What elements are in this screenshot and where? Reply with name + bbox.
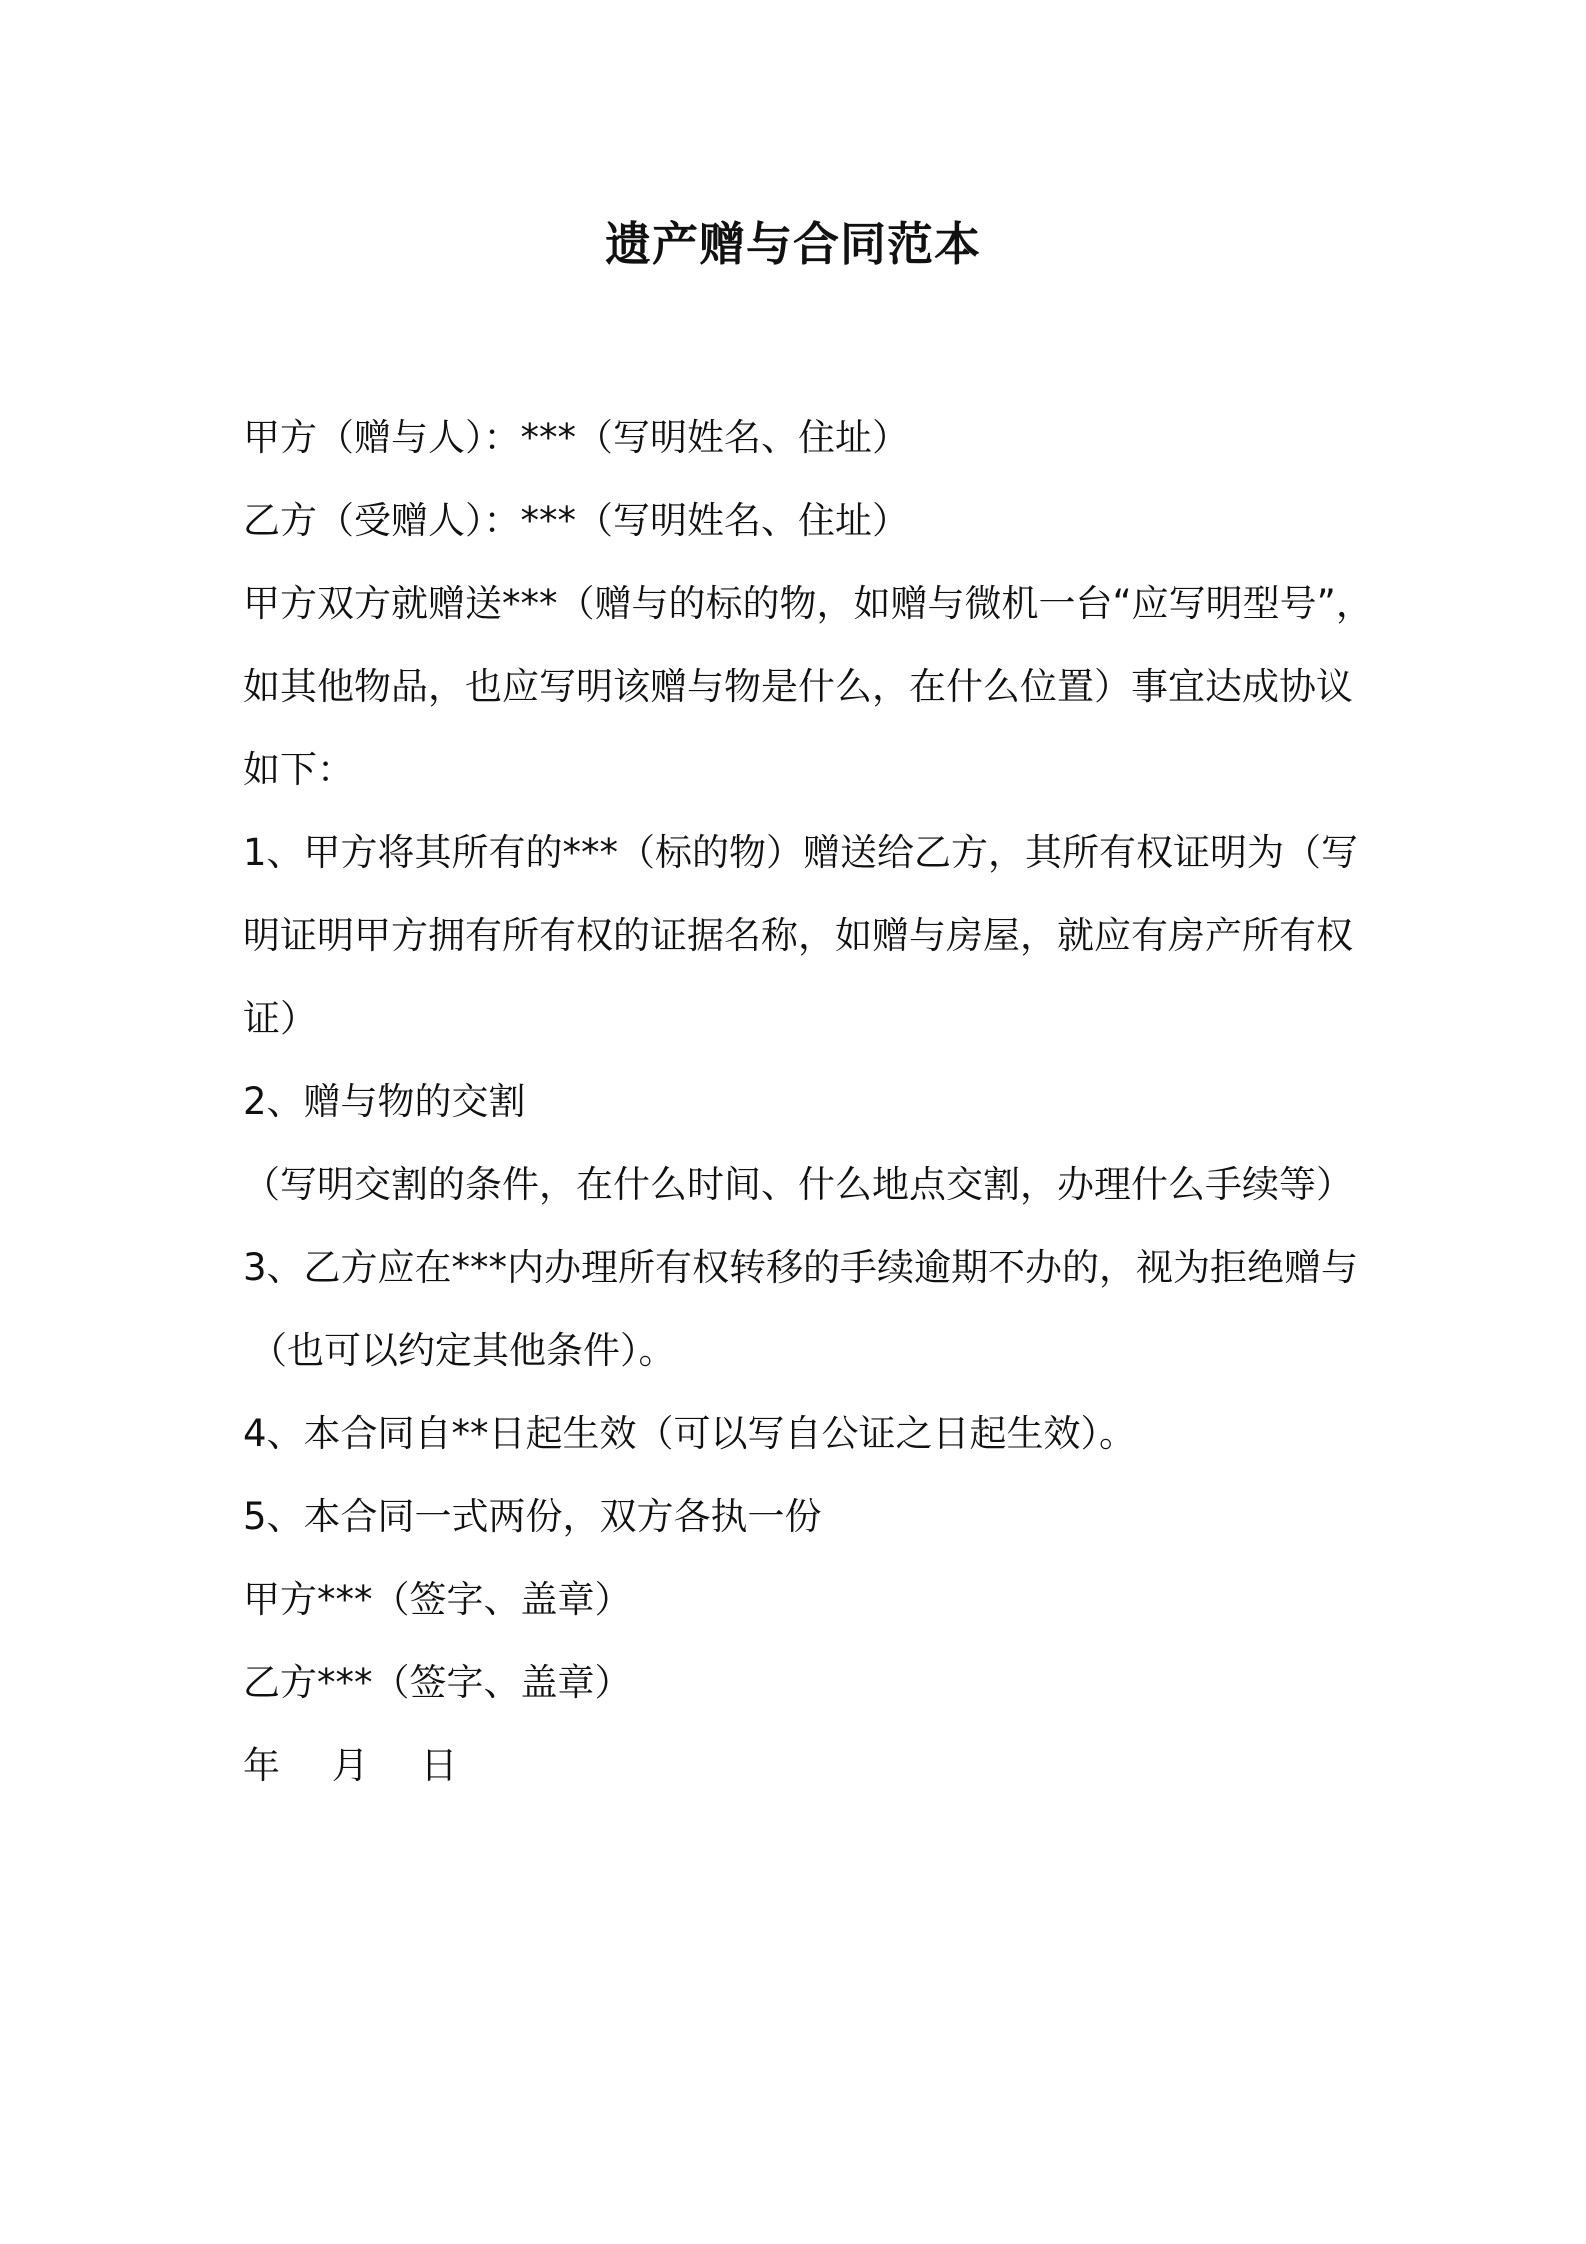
clause-5-line: 5、本合同一式两份，双方各执一份	[243, 1495, 822, 1538]
clause-1-line: 明证明甲方拥有所有权的证据名称，如赠与房屋，就应有房产所有权	[243, 914, 1353, 957]
party-a-signature-line: 甲方***（签字、盖章）	[243, 1578, 632, 1621]
clause-4-line: 4、本合同自**日起生效（可以写自公证之日起生效）。	[243, 1412, 1137, 1455]
clause-3-line: （也可以约定其他条件）。	[250, 1329, 676, 1372]
party-b-signature-line: 乙方***（签字、盖章）	[243, 1661, 632, 1704]
agreement-intro-line: 甲方双方就赠送***（赠与的标的物，如赠与微机一台“应写明型号”，	[243, 582, 1373, 625]
clause-2-detail: （写明交割的条件，在什么时间、什么地点交割，办理什么手续等）	[243, 1163, 1353, 1206]
agreement-intro-line: 如下：	[243, 748, 354, 791]
date-year-label: 年	[243, 1744, 280, 1787]
clause-1-line: 1、甲方将其所有的***（标的物）赠送给乙方，其所有权证明为（写	[243, 831, 1359, 874]
clause-1-line: 证）	[243, 997, 317, 1040]
date-month-label: 月	[331, 1744, 369, 1787]
date-day-label: 日	[420, 1744, 458, 1787]
agreement-intro-line: 如其他物品，也应写明该赠与物是什么，在什么位置）事宜达成协议	[243, 665, 1353, 708]
party-b-line: 乙方（受赠人）：***（写明姓名、住址）	[243, 499, 909, 542]
clause-2-heading: 2、赠与物的交割	[243, 1080, 526, 1123]
signing-date-line	[243, 1736, 1353, 1796]
document-title: 遗产赠与合同范本	[605, 217, 981, 271]
party-a-line: 甲方（赠与人）：***（写明姓名、住址）	[243, 416, 909, 459]
clause-3-line: 3、乙方应在***内办理所有权转移的手续逾期不办的，视为拒绝赠与	[243, 1246, 1359, 1289]
